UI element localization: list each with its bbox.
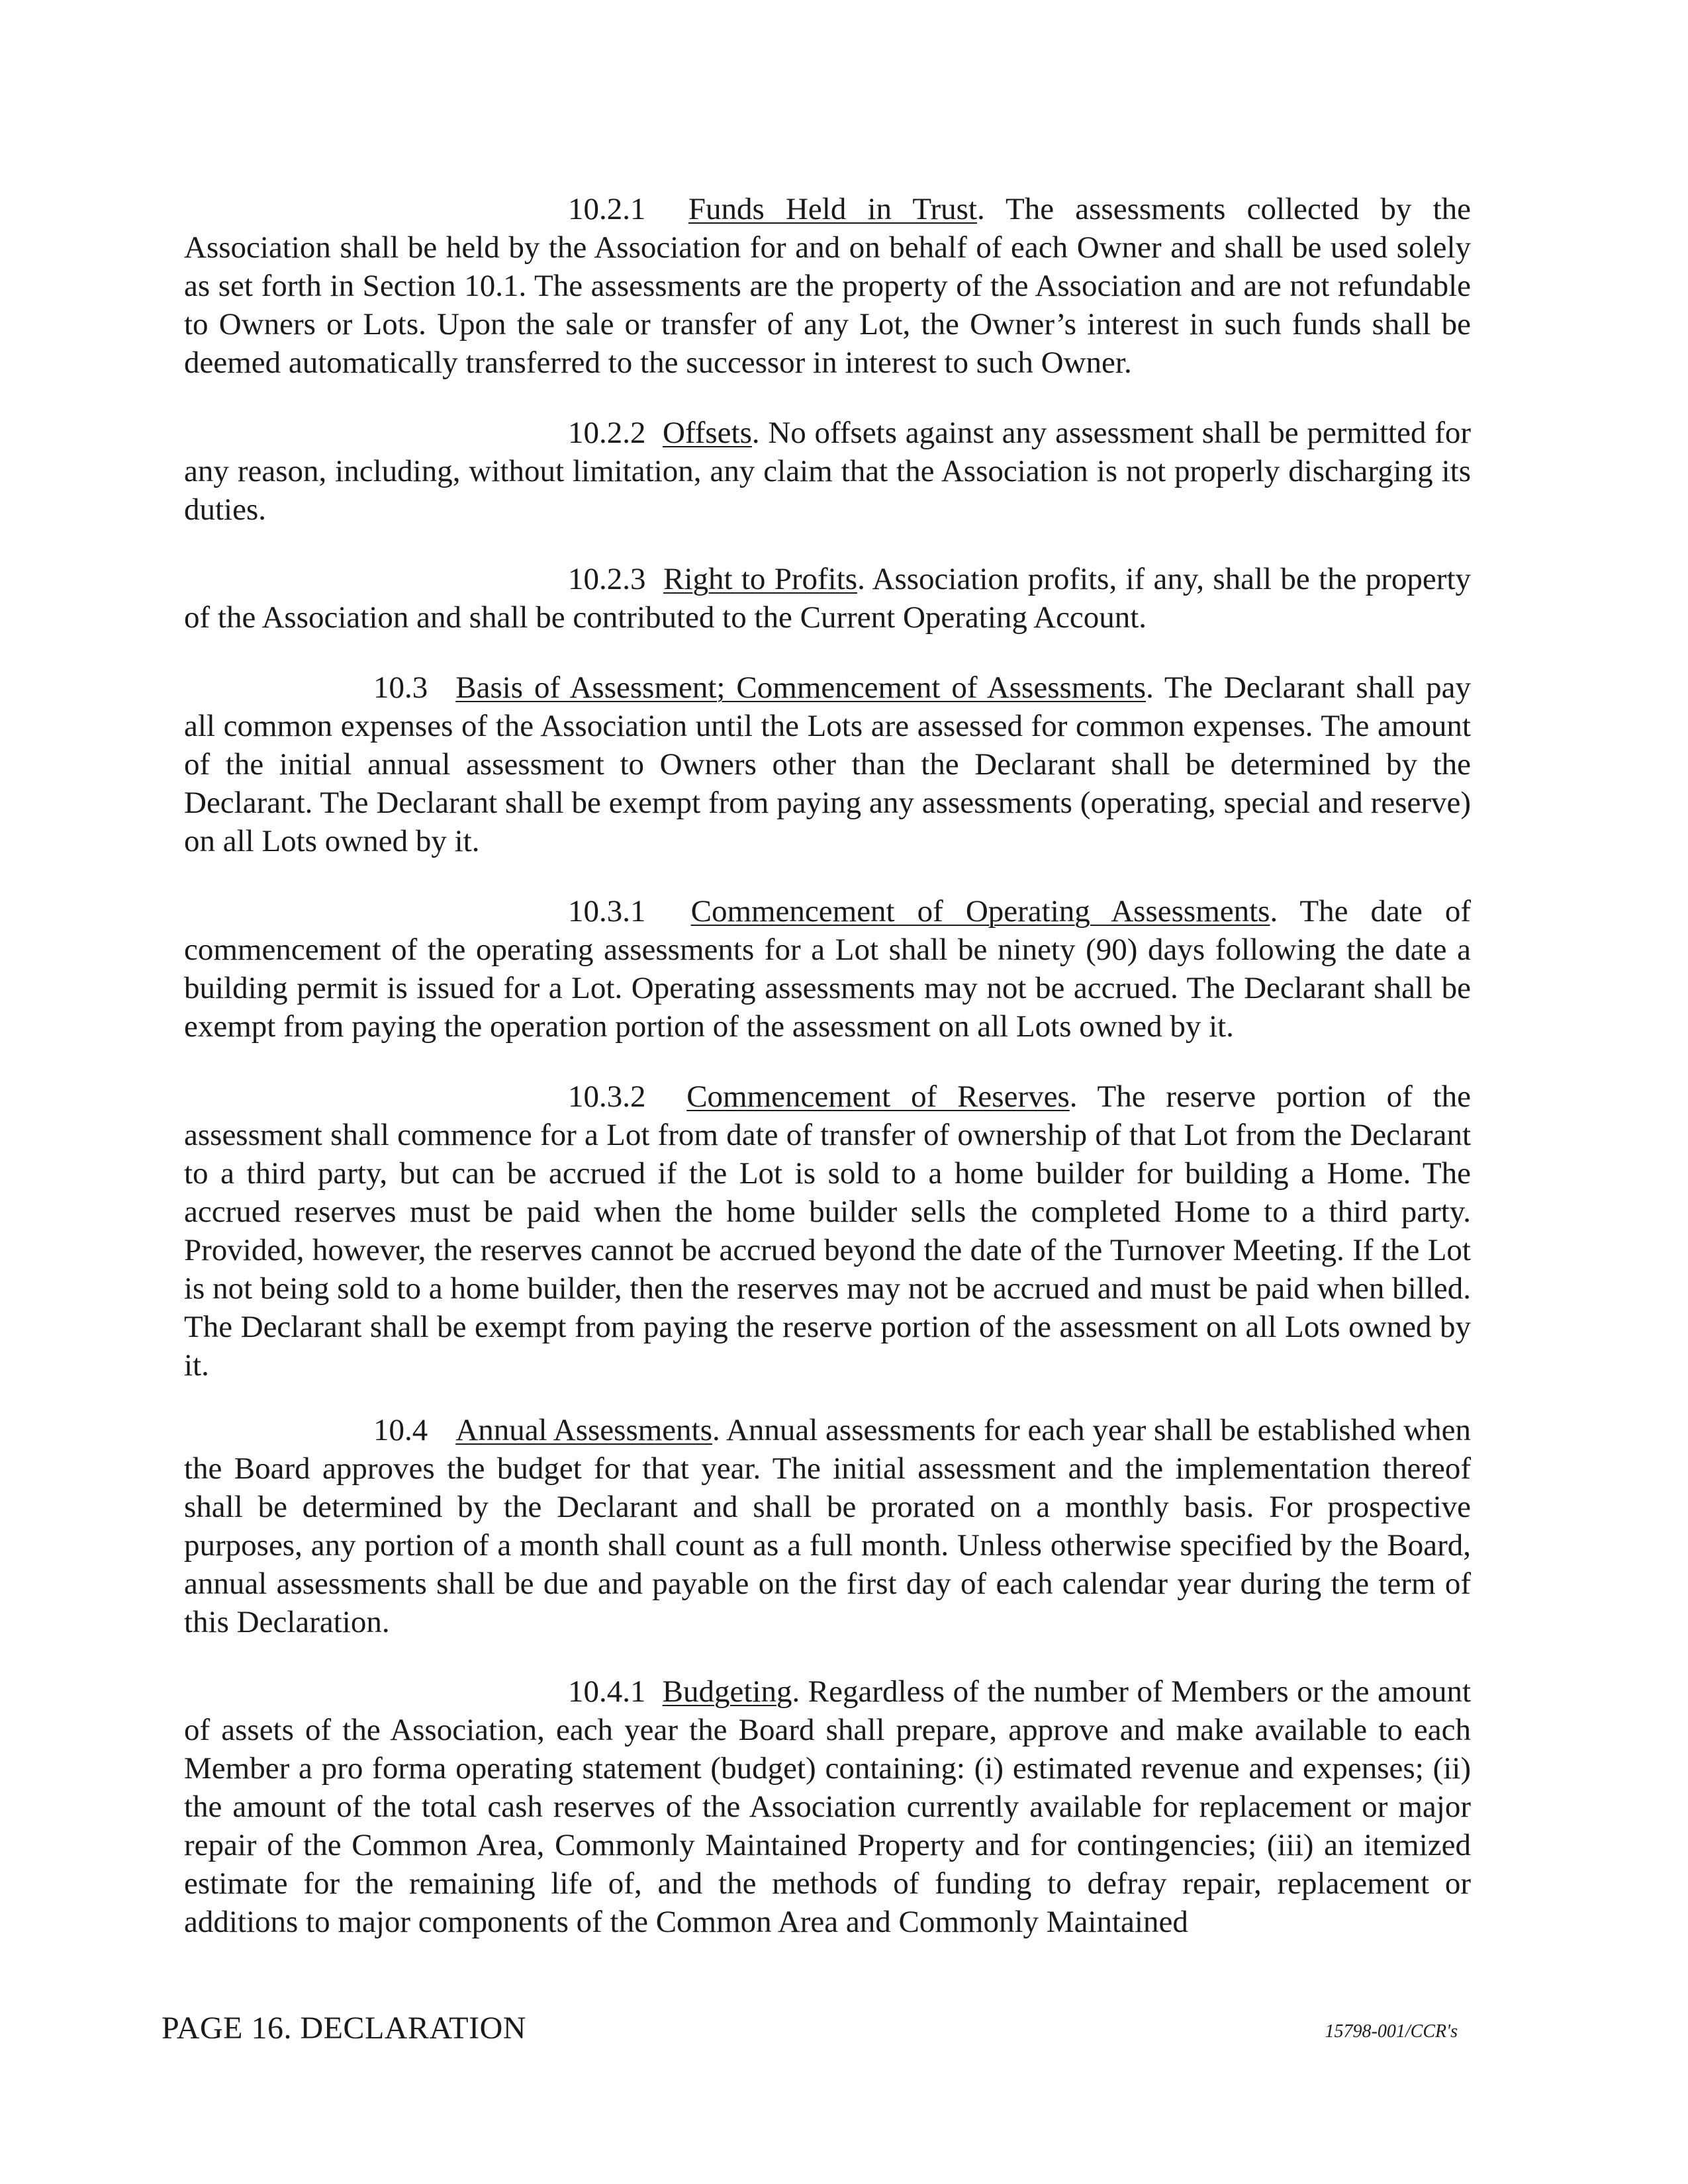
section-body: . The date of commencement of the operating assessments for a Lot shall be ninety (90) days following the date a building permit is issued for a Lot. Operating assessments may not be accrued. The Declarant shall be exempt from paying the operation portion of the assessment on all Lots owned by it.: [184, 894, 1471, 1044]
section-body: . Annual assessments for each year shall be established when the Board approves the budget for that year. The initial assessment and the implementation thereof shall be determined by the Declarant and shall be prorated on a monthly basis. For prospective purposes, any portion of a month shall count as a full month. Unless otherwise specified by the Board, annual assessments shall be due and payable on the first day of each calendar year during the term of this Declaration.: [184, 1413, 1472, 1639]
section-heading: Basis of Assessment; Commencement of Assessments: [455, 670, 1147, 705]
document-code: 15798-001/CCR's: [1325, 2021, 1458, 2042]
section-10-3: [184, 668, 1471, 860]
section-10-4-1: [184, 1672, 1471, 1941]
section-number: 10.4: [373, 1413, 428, 1447]
section-body: . No offsets against any assessment shall be permitted for any reason, including, without limitation, any claim that the Association is not properly discharging its duties.: [184, 416, 1471, 527]
section-body: . The reserve portion of the assessment shall commence for a Lot from date of transfer of ownership of that Lot from the Declarant to a third party, but can be accrued if the Lot is sold to a home builder for building a Home. The accrued reserves must be paid when the home builder sells the completed Home to a third party. Provided, however, the reserves cannot be accrued beyond the date of the Turnover Meeting. If the Lot is not being sold to a home builder, then the reserves may not be accrued and must be paid when billed. The Declarant shall be exempt from paying the reserve portion of the assessment on all Lots owned by it.: [184, 1079, 1471, 1383]
section-number: 10.2.2: [568, 416, 646, 450]
section-number: 10.2.1: [568, 192, 646, 226]
section-10-2-3: [184, 560, 1471, 637]
section-number: 10.3: [373, 670, 428, 705]
section-heading: Right to Profits: [663, 562, 858, 596]
section-heading: Commencement of Operating Assessments: [690, 894, 1270, 929]
section-number: 10.3.2: [568, 1079, 646, 1114]
page-footer-label: PAGE 16. DECLARATION: [162, 2011, 526, 2046]
section-heading: Funds Held in Trust: [688, 192, 977, 226]
section-10-3-2: [184, 1077, 1471, 1385]
section-number: 10.4.1: [568, 1674, 646, 1709]
section-10-2-1: [184, 190, 1471, 382]
section-heading: Annual Assessments: [455, 1413, 713, 1447]
section-number: 10.3.1: [568, 894, 646, 929]
section-body: . Association profits, if any, shall be the property of the Association and shall be contributed to the Current Operating Account.: [184, 562, 1471, 635]
section-number: 10.2.3: [568, 562, 646, 596]
section-10-3-1: [184, 892, 1471, 1046]
section-10-2-2: [184, 414, 1471, 529]
section-body: . Regardless of the number of Members or the amount of assets of the Association, each year the Board shall prepare, approve and make available to each Member a pro forma operating statement (budget) containing: (i) estimated revenue and expenses; (ii) the amount of the total cash reserves of the Association currently available for replacement or major repair of the Common Area, Commonly Maintained Property and for contingencies; (iii) an itemized estimate for the remaining life of, and the methods of funding to defray repair, replacement or additions to major components of the Common Area and Commonly Maintained: [184, 1674, 1471, 1939]
section-heading: Budgeting: [662, 1674, 792, 1709]
section-body: . The assessments collected by the Association shall be held by the Association for and on behalf of each Owner and shall be used solely as set forth in Section 10.1. The assessments are the property of the Association and are not refundable to Owners or Lots. Upon the sale or transfer of any Lot, the Owner’s interest in such funds shall be deemed automatically transferred to the successor in interest to such Owner.: [184, 192, 1471, 380]
section-heading: Commencement of Reserves: [686, 1079, 1070, 1114]
section-10-4: [184, 1411, 1471, 1641]
section-body: . The Declarant shall pay all common expenses of the Association until the Lots are assessed for common expenses. The amount of the initial annual assessment to Owners other than the Declarant shall be determined by the Declarant. The Declarant shall be exempt from paying any assessments (operating, special and reserve) on all Lots owned by it.: [184, 670, 1471, 858]
section-heading: Offsets: [662, 416, 752, 450]
